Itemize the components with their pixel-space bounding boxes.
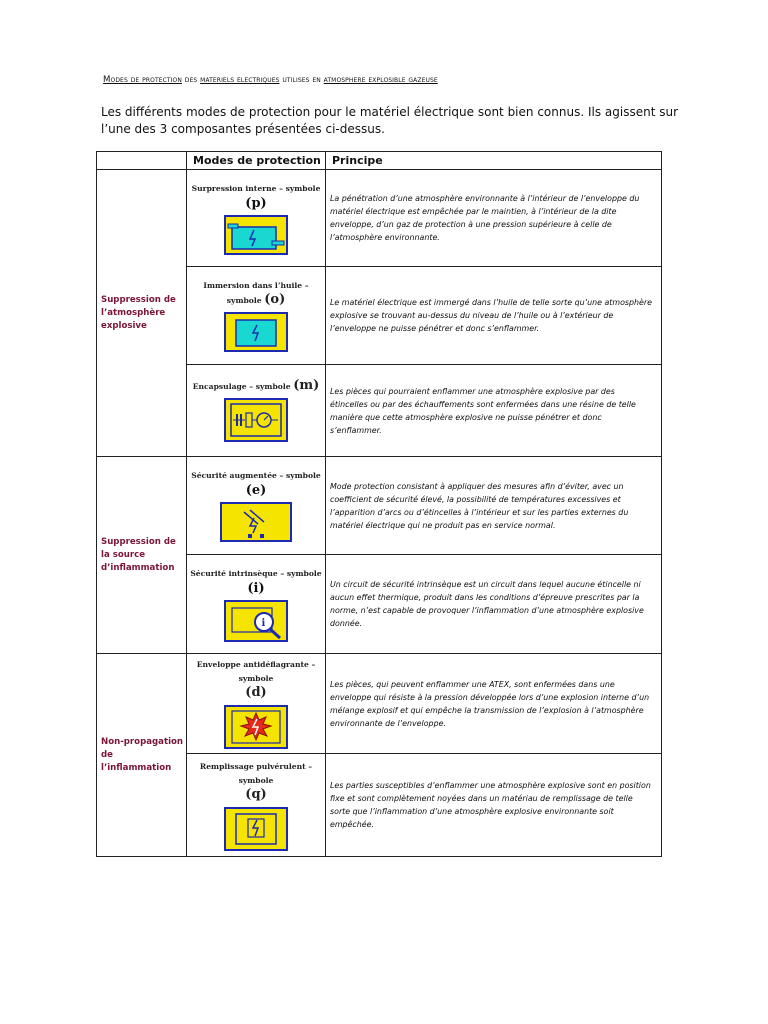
mode-symbol: (i) (247, 580, 265, 596)
pressurization-icon (224, 215, 288, 255)
table-header-row (97, 152, 662, 170)
mode-symbol: (o) (264, 292, 286, 307)
title-part-protection-modes: Modes de protection (103, 75, 182, 85)
oil-immersion-icon (224, 312, 288, 352)
mode-title: Remplissage pulvérulent – symbole (199, 761, 313, 785)
mode-cell (187, 267, 326, 365)
principle-text: Les pièces qui pourraient enflammer une atmosphère explosive par des étincelles ou par des échauffements sont enfermées dans une résine de telle manière que cette atmosphère explosive ne puisse pénétrer et donc s’enflammer. (326, 365, 662, 457)
mode-title: Sécurité intrinsèque – symbole (190, 568, 322, 578)
svg-text:i: i (261, 617, 266, 629)
principle-text: La pénétration d’une atmosphère environnante à l’intérieur de l’enveloppe du matériel électrique est empêchée par le maintien, à l’intérieur de la dite enveloppe, d’un gaz de protection à une pression supérieure à celle de l’atmosphère environnante. (326, 170, 662, 267)
principle-text: Les parties susceptibles d’enflammer une atmosphère explosive sont en position fixe et sont complètement noyées dans un matériau de remplissage de telle sorte que l’inflammation d’une atmosphère explosive environnante soit empêchée. (326, 754, 662, 857)
principle-text: Un circuit de sécurité intrinsèque est un circuit dans lequel aucune étincelle ni aucun effet thermique, produit dans les conditions d’épreuve prescrites par la norme, n’est capable de provoquer l’inflammation d’une atmosphère explosive donnée. (326, 555, 662, 654)
title-part-atmosphere: atmosphere explosible gazeuse (323, 75, 438, 85)
table-row (97, 654, 662, 754)
intro-paragraph: Les différents modes de protection pour le matériel électrique sont bien connus. Ils agissent sur l’une des 3 composantes présentées ci-dessus. (101, 105, 679, 136)
mode-cell (187, 654, 326, 754)
table-row (97, 457, 662, 555)
group-label-non-propagation: Non-propagation de l’inflammation (97, 654, 187, 857)
group-label-atmosphere: Suppression de l’atmosphère explosive (97, 170, 187, 457)
principle-text: Le matériel électrique est immergé dans l’huile de telle sorte qu’une atmosphère explosive se trouvant au-dessus du niveau de l’huile ou à l’extérieur de l’enveloppe ne puisse pénétrer et donc s’enflammer. (326, 267, 662, 365)
mode-cell (187, 365, 326, 457)
mode-cell (187, 170, 326, 267)
mode-title: Immersion dans l’huile – symbole (203, 281, 309, 305)
title-part-materials: materiels electriques (200, 75, 280, 85)
mode-cell (187, 555, 326, 654)
mode-cell (187, 754, 326, 857)
mode-cell (187, 457, 326, 555)
flameproof-enclosure-icon (224, 705, 288, 749)
table-row (97, 170, 662, 267)
title-part-used-in: utilises en (279, 75, 324, 85)
mode-symbol: (m) (293, 378, 320, 393)
mode-title: Surpression interne – symbole (191, 183, 321, 193)
mode-symbol: (q) (245, 786, 267, 802)
header-modes: Modes de protection (187, 152, 326, 170)
document-title (103, 75, 683, 85)
header-principle: Principe (326, 152, 662, 170)
mode-symbol: (p) (245, 195, 267, 211)
mode-title: Enveloppe antidéflagrante – symbole (196, 660, 316, 683)
intrinsic-safety-icon (224, 600, 288, 642)
powder-filling-icon (224, 807, 288, 851)
mode-symbol: (d) (245, 685, 267, 700)
encapsulation-icon (224, 398, 288, 442)
principle-text: Mode protection consistant à appliquer des mesures afin d’éviter, avec un coefficient de sécurité élevé, la possibilité de températures excessives et l’apparition d’arcs ou d’étincelles à l’intérieur et sur les parties externes du matériel électrique qui ne produit pas en service normal. (326, 457, 662, 555)
group-label-ignition-source: Suppression de la source d’inflammation (97, 457, 187, 654)
principle-text: Les pièces, qui peuvent enflammer une ATEX, sont enfermées dans une enveloppe qui résiste à la pression développée lors d’une explosion interne d’un mélange explosif et qui empêche la transmission de l’explosion à l’atmosphère environnante de l’enveloppe. (326, 654, 662, 754)
mode-title: Encapsulage – symbole (192, 382, 291, 391)
title-part-des: des (181, 75, 201, 85)
mode-symbol: (e) (245, 483, 267, 498)
protection-modes-table (96, 151, 662, 857)
mode-title: Sécurité augmentée – symbole (191, 471, 321, 480)
header-empty (97, 152, 187, 170)
increased-safety-icon (220, 502, 292, 542)
